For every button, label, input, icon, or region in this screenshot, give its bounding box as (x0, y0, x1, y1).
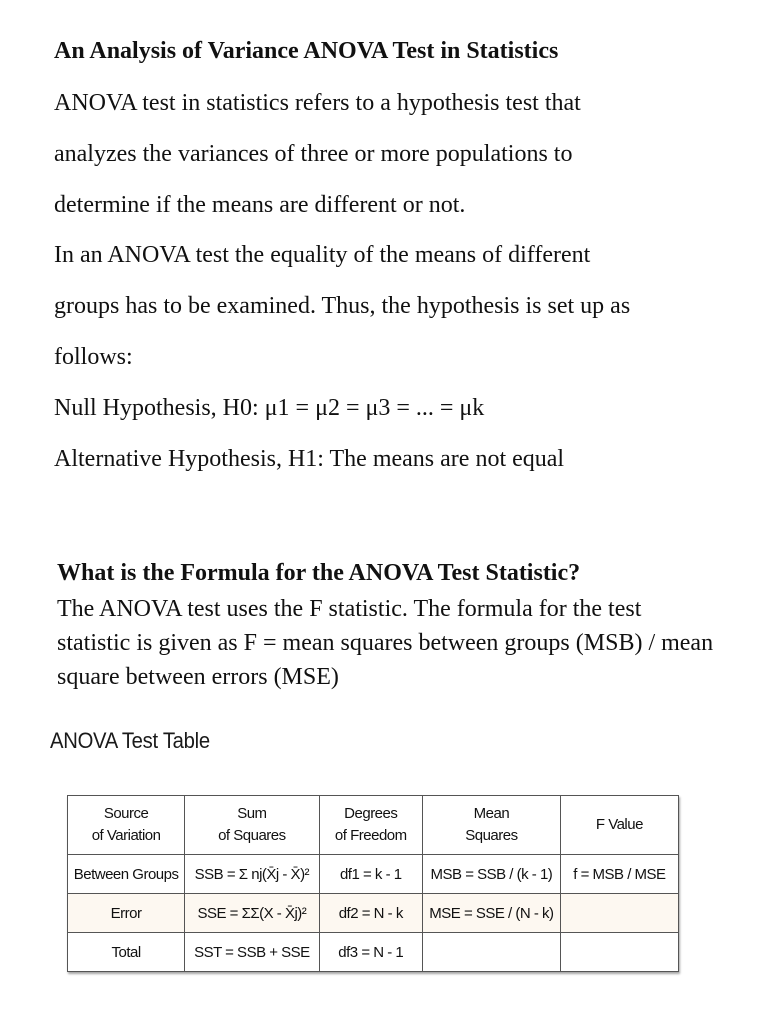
table-header-row (68, 796, 679, 855)
header-text: of Squares (218, 827, 286, 844)
table-cell: SSE = ΣΣ(X - X̄j)² (185, 894, 319, 933)
table-cell: SST = SSB + SSE (185, 933, 319, 972)
formula-body: The ANOVA test uses the F statistic. The formula for the test statistic is given as F = mean squares between groups (MSB) / mean square between errors (MSE) (57, 596, 714, 690)
header-text: Sum (237, 805, 267, 822)
table-row (68, 855, 679, 894)
intro-line: ANOVA test in statistics refers to a hypothesis test that (54, 90, 581, 116)
intro-line: groups has to be examined. Thus, the hypothesis is set up as (54, 293, 631, 319)
table-cell: Between Groups (68, 855, 185, 894)
table-cell: Error (68, 894, 185, 933)
table-row (68, 894, 679, 933)
anova-table (67, 795, 679, 972)
table-cell: SSB = Σ nj(X̄j - X̄)² (185, 855, 319, 894)
header-text: of Freedom (334, 827, 407, 844)
header-f-value (560, 796, 678, 855)
table-caption: ANOVA Test Table (50, 728, 210, 753)
table-cell: MSB = SSB / (k - 1) (423, 855, 561, 894)
table-cell: f = MSB / MSE (560, 855, 678, 894)
header-mean-squares (423, 796, 561, 855)
header-text: Degrees (344, 805, 398, 822)
table-cell: df1 = k - 1 (319, 855, 422, 894)
header-sum-of-squares (185, 796, 319, 855)
alternative-hypothesis-line: Alternative Hypothesis, H1: The means are not equal (54, 446, 565, 472)
intro-line: In an ANOVA test the equality of the means of different (54, 242, 591, 268)
table-cell: df2 = N - k (319, 894, 422, 933)
header-text: Squares (465, 827, 518, 844)
intro-line: analyzes the variances of three or more populations to (54, 141, 573, 167)
header-source (68, 796, 185, 855)
document-title: An Analysis of Variance ANOVA Test in Statistics (54, 38, 559, 64)
table-row (68, 933, 679, 972)
table-cell (423, 933, 561, 972)
header-text: Source (103, 805, 149, 822)
intro-line: follows: (54, 344, 133, 370)
table-cell: Total (68, 933, 185, 972)
header-text: F Value (595, 816, 643, 833)
header-text: of Variation (91, 827, 161, 844)
intro-line: determine if the means are different or not. (54, 192, 466, 218)
formula-heading: What is the Formula for the ANOVA Test Statistic? (57, 560, 581, 586)
table-cell (560, 933, 678, 972)
table-cell: df3 = N - 1 (319, 933, 422, 972)
table-cell: MSE = SSE / (N - k) (423, 894, 561, 933)
table-cell (560, 894, 678, 933)
header-text: Mean (473, 805, 510, 822)
null-hypothesis-line: Null Hypothesis, H0: μ1 = μ2 = μ3 = ... = μk (54, 395, 485, 421)
header-degrees-of-freedom (319, 796, 422, 855)
